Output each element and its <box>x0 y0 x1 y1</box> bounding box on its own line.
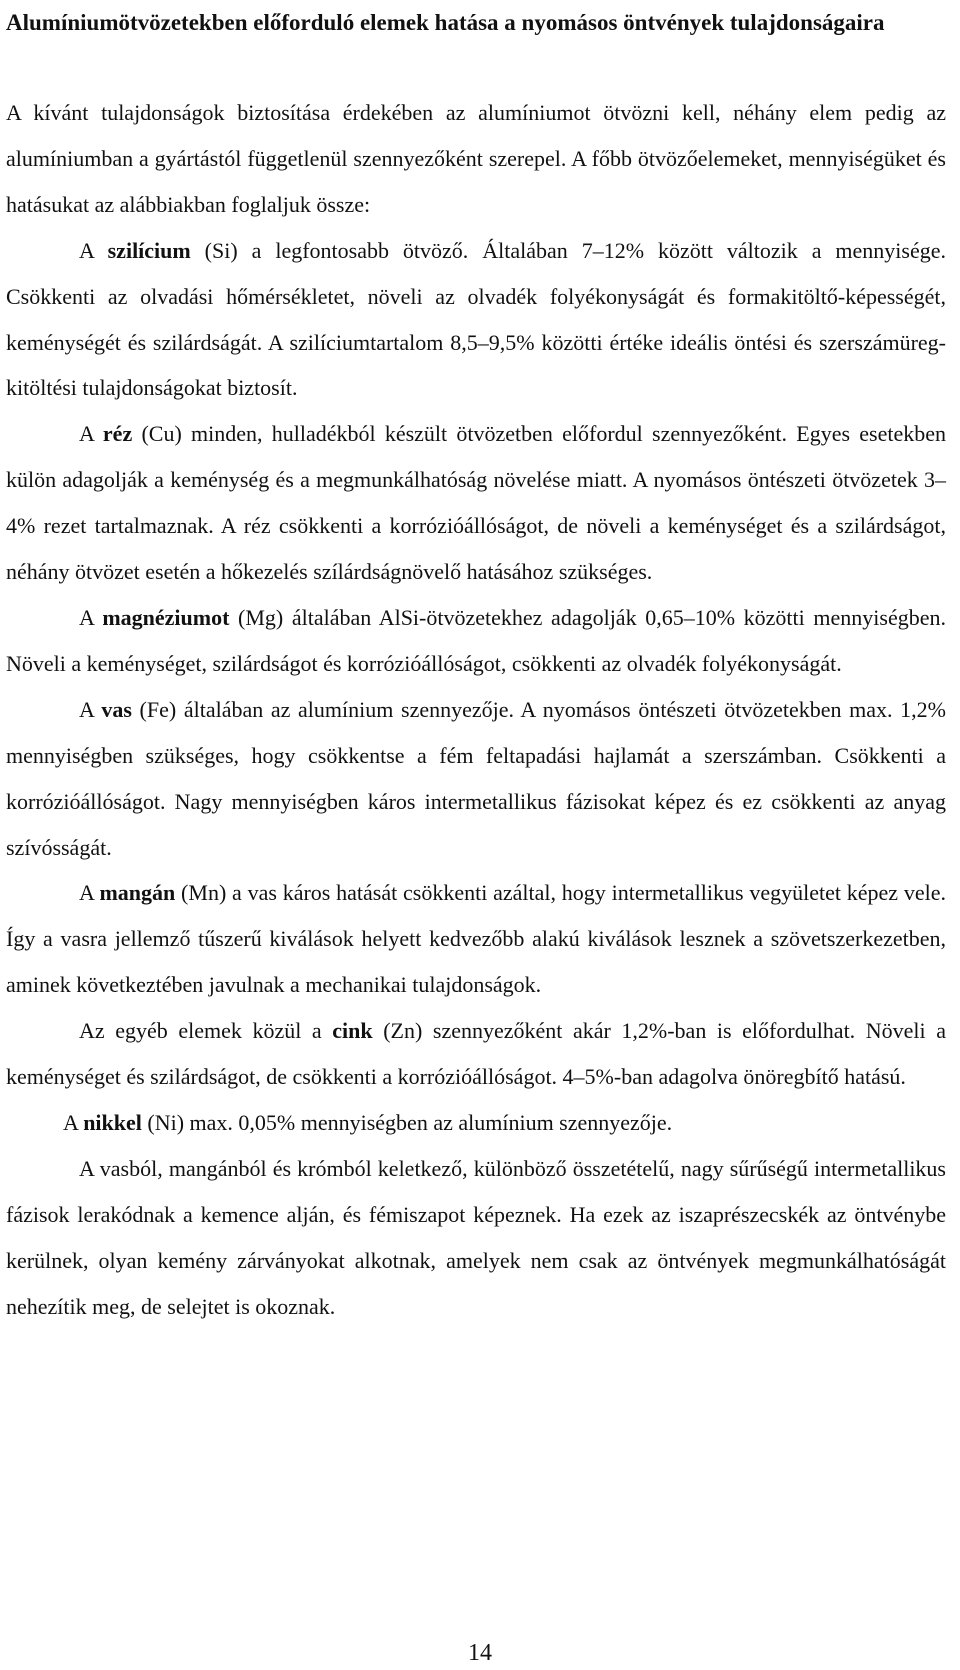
iron-lead: A <box>79 696 102 722</box>
copper-lead: A <box>79 421 103 447</box>
magnesium-text: (Mg) általában AlSi-ötvözetekhez adagolják 0,65–10% közötti mennyiségben. Növeli a keménységet, szilárdságot és korrózióállóságot, csökkenti az olvadék folyékonyságát. <box>6 604 946 676</box>
iron-text: (Fe) általában az alumínium szennyezője. A nyomásos öntészeti ötvözetekben max. 1,2% mennyiségben szükséges, hogy csökkentse a fém feltapadási hajlamát a szerszámban. Csökkenti a korrózióállóságot. Nagy mennyiségben káros intermetallikus fázisokat képez és ez csökkenti az anyag szívósságát. <box>6 696 946 860</box>
magnesium-lead: A <box>79 604 103 630</box>
page-number: 14 <box>468 1640 492 1666</box>
manganese-paragraph <box>6 870 946 1008</box>
manganese-text: (Mn) a vas káros hatását csökkenti azáltal, hogy intermetallikus vegyületet képez vele. Így a vasra jellemző tűszerű kiválások helyett kedvezőbb alakú kiválások lesznek a szövetszerkezetben, aminek következtében javulnak a mechanikai tulajdonságok. <box>6 880 946 998</box>
document-title: Alumíniumötvözetekben előforduló elemek hatása a nyomásos öntvények tulajdonságaira <box>6 10 885 35</box>
title-spacer <box>6 45 946 90</box>
iron-paragraph <box>6 687 946 871</box>
zinc-lead: Az egyéb elemek közül a <box>79 1018 333 1044</box>
nickel-lead: A <box>63 1109 84 1135</box>
intro-paragraph: A kívánt tulajdonságok biztosítása érdekében az alumíniumot ötvözni kell, néhány elem pedig az alumíniumban a gyártástól függetlenül szennyezőként szerepel. A főbb ötvözőelemeket, mennyiségüket és hatásukat az alábbiakban foglaljuk össze: <box>6 100 946 217</box>
copper-text: (Cu) minden, hulladékból készült ötvözetben előfordul szennyezőként. Egyes esetekben külön adagolják a keménység és a megmunkálhatóság növelése miatt. A nyomásos öntészeti ötvözetek 3–4% rezet tartalmaznak. A réz csökkenti a korrózióállóságot, de növeli a keménységet és a szilárdságot, néhány ötvözet esetén a hőkezelés szílárdságnövelő hatásához szükséges. <box>6 421 946 585</box>
nickel-term: nikkel <box>83 1109 142 1135</box>
zinc-paragraph <box>6 1008 946 1100</box>
copper-paragraph <box>6 411 946 595</box>
silicon-text: (Si) a legfontosabb ötvöző. Általában 7–12% között változik a mennyisége. Csökkenti az olvadási hőmérsékletet, növeli az olvadék folyékonyságát és formakitöltő-képességét, keménységét és szilárdságát. A szilíciumtartalom 8,5–9,5% közötti értéke ideális öntési és szerszámüreg-kitöltési tulajdonságokat biztosít. <box>6 237 946 401</box>
document-page <box>6 0 946 1329</box>
magnesium-paragraph <box>6 595 946 687</box>
manganese-lead: A <box>79 880 100 906</box>
nickel-paragraph <box>6 1100 946 1146</box>
silicon-paragraph <box>6 228 946 412</box>
manganese-term: mangán <box>99 880 176 906</box>
nickel-text: (Ni) max. 0,05% mennyiségben az alumínium szennyezője. <box>141 1109 673 1135</box>
closing-paragraph: A vasból, mangánból és krómból keletkező, különböző összetételű, nagy sűrűségű intermetallikus fázisok lerakódnak a kemence alján, és fémiszapot képeznek. Ha ezek az iszaprészecskék az öntvénybe kerülnek, olyan kemény zárványokat alkotnak, amelyek nem csak az öntvények megmunkálhatóságát nehezítik meg, de selejtet is okoznak. <box>6 1155 946 1319</box>
silicon-term: szilícium <box>107 237 191 263</box>
zinc-term: cink <box>332 1018 373 1044</box>
silicon-lead: A <box>79 237 108 263</box>
magnesium-term: magnéziumot <box>102 604 230 630</box>
zinc-text: (Zn) szennyezőként akár 1,2%-ban is előfordulhat. Növeli a keménységet és szilárdságot, de csökkenti a korrózióállóságot. 4–5%-ban adagolva önöregbítő hatású. <box>6 1018 946 1090</box>
iron-term: vas <box>101 696 132 722</box>
copper-term: réz <box>102 421 133 447</box>
